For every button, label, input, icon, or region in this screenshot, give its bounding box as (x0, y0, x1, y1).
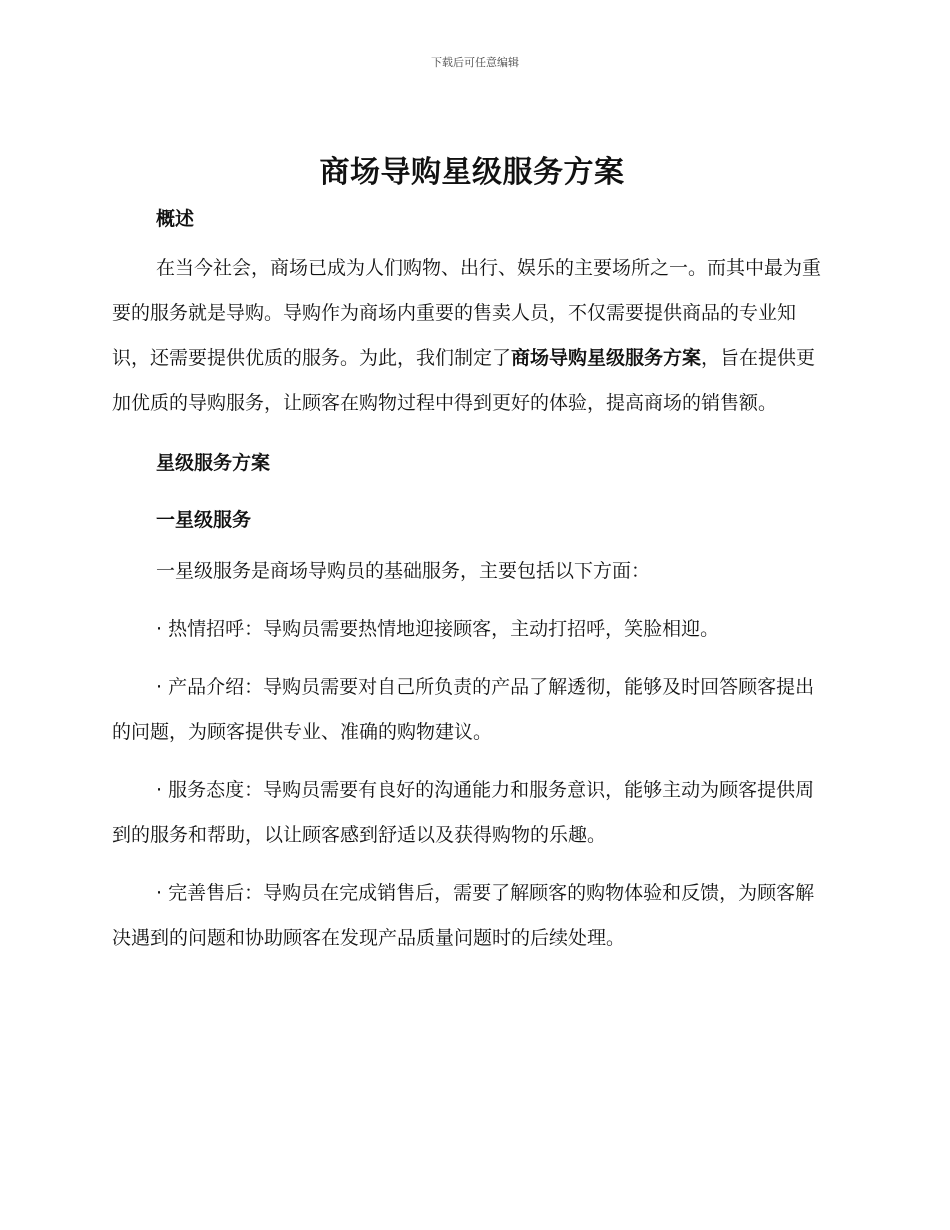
overview-paragraph (112, 246, 832, 426)
document-body (112, 150, 832, 961)
service-item-product-intro: · 产品介绍：导购员需要对自己所负责的产品了解透彻，能够及时回答顾客提出的问题，为顾客提供专业、准确的购物建议。 (112, 676, 815, 743)
section-heading-star-plan: 星级服务方案 (156, 452, 271, 474)
service-item-attitude: · 服务态度：导购员需要有良好的沟通能力和服务意识，能够主动为顾客提供周到的服务和帮助，以让顾客感到舒适以及获得购物的乐趣。 (112, 779, 815, 846)
service-item-greeting: · 热情招呼：导购员需要热情地迎接顾客，主动打招呼，笑脸相迎。 (156, 618, 720, 640)
header-note: 下载后可任意编辑 (431, 56, 519, 69)
section-heading-overview: 概述 (156, 208, 195, 230)
service-item-after-sales: · 完善售后：导购员在完成销售后，需要了解顾客的购物体验和反馈，为顾客解决遇到的问题和协助顾客在发现产品质量问题时的后续处理。 (112, 882, 815, 949)
overview-text-pre: 在当今社会，商场已成为人们购物、出行、娱乐的主要场所之一。而其中最为重要的服务就是导购。导购作为商场内重要的售卖人员，不仅需要提供商品的专业知识，还需要提供优质的服务。为此，我们制定了 (112, 257, 822, 369)
document-title: 商场导购星级服务方案 (319, 155, 625, 190)
overview-text-bold: 商场导购星级服务方案 (511, 347, 702, 369)
overview-text-post: ，旨在提供更加优质的导购服务，让顾客在购物过程中得到更好的体验，提高商场的销售额。 (112, 347, 816, 414)
section-heading-one-star: 一星级服务 (156, 509, 252, 531)
one-star-intro: 一星级服务是商场导购员的基础服务，主要包括以下方面： (156, 560, 651, 582)
